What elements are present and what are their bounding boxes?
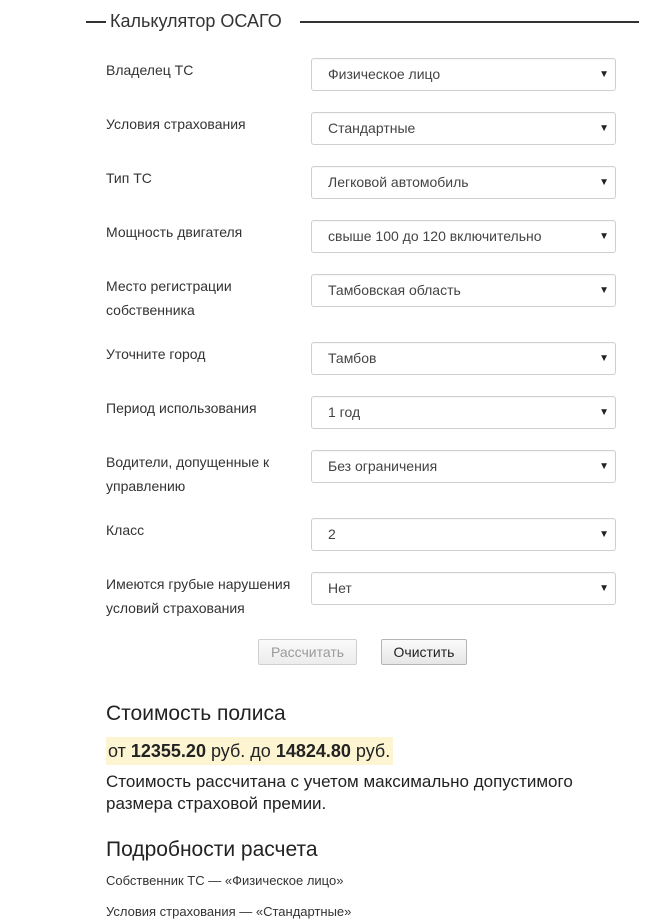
calculation-note: Стоимость рассчитана с учетом максимально допустимого размера страховой премии.: [106, 772, 573, 813]
details-heading: Подробности расчета: [106, 838, 318, 861]
dropdown-arrow-icon: ▼: [599, 177, 609, 188]
usage-period-select[interactable]: [311, 396, 616, 429]
price-from-value: 12355.20: [130, 741, 206, 761]
violations-select-value: Нет: [328, 580, 352, 596]
dropdown-arrow-icon: ▼: [599, 123, 609, 134]
legend-divider-right: [300, 21, 639, 23]
clear-button[interactable]: Очистить: [381, 639, 467, 665]
dropdown-arrow-icon: ▼: [599, 461, 609, 472]
registration-place-select-value: Тамбовская область: [328, 282, 461, 298]
vehicle-type-select-value: Легковой автомобиль: [328, 174, 469, 190]
dropdown-arrow-icon: ▼: [599, 407, 609, 418]
owner-select-value: Физическое лицо: [328, 66, 441, 82]
drivers-select[interactable]: [311, 450, 616, 483]
field-vehicle-type-label: Тип ТС: [106, 170, 152, 186]
class-select[interactable]: [311, 518, 616, 551]
calculate-button[interactable]: Рассчитать: [258, 639, 357, 665]
field-violations-label: Имеются грубые нарушения условий страхования: [106, 576, 291, 616]
dropdown-arrow-icon: ▼: [599, 285, 609, 296]
legend-divider-left: [86, 21, 106, 23]
city-select-value: Тамбов: [328, 350, 377, 366]
calculator-legend: [86, 8, 639, 36]
dropdown-arrow-icon: ▼: [599, 583, 609, 594]
price-to-value: 14824.80: [275, 741, 351, 761]
field-drivers-label: Водители, допущенные к управлению: [106, 454, 270, 494]
field-engine-power-label: Мощность двигателя: [106, 224, 243, 240]
detail-line: Условия страхования — «Стандартные»: [106, 904, 352, 919]
field-insurance-terms-label: Условия страхования: [106, 116, 246, 132]
price-from-prefix: от: [108, 741, 126, 761]
engine-power-select-value: свыше 100 до 120 включительно: [328, 228, 542, 244]
price-suffix: руб.: [355, 741, 391, 761]
registration-place-select[interactable]: [311, 274, 616, 307]
usage-period-select-value: 1 год: [328, 404, 361, 420]
insurance-terms-select-value: Стандартные: [328, 120, 416, 136]
price-range: [106, 737, 393, 765]
field-owner-label: Владелец ТС: [106, 62, 194, 78]
dropdown-arrow-icon: ▼: [599, 231, 609, 242]
dropdown-arrow-icon: ▼: [599, 529, 609, 540]
policy-cost-heading: Стоимость полиса: [106, 702, 286, 725]
drivers-select-value: Без ограничения: [328, 458, 438, 474]
class-select-value: 2: [328, 526, 336, 542]
field-usage-period-label: Период использования: [106, 400, 257, 416]
engine-power-select[interactable]: [311, 220, 616, 253]
price-mid-text: руб. до: [210, 741, 271, 761]
field-city-label: Уточните город: [106, 346, 206, 362]
violations-select[interactable]: [311, 572, 616, 605]
calculator-title: Калькулятор ОСАГО: [110, 11, 282, 31]
vehicle-type-select[interactable]: [311, 166, 616, 199]
field-class-label: Класс: [106, 522, 145, 538]
detail-line: Собственник ТС — «Физическое лицо»: [106, 873, 344, 888]
city-select[interactable]: [311, 342, 616, 375]
dropdown-arrow-icon: ▼: [599, 69, 609, 80]
insurance-terms-select[interactable]: [311, 112, 616, 145]
dropdown-arrow-icon: ▼: [599, 353, 609, 364]
field-registration-place-label: Место регистрации собственника: [106, 278, 232, 318]
owner-select[interactable]: [311, 58, 616, 91]
